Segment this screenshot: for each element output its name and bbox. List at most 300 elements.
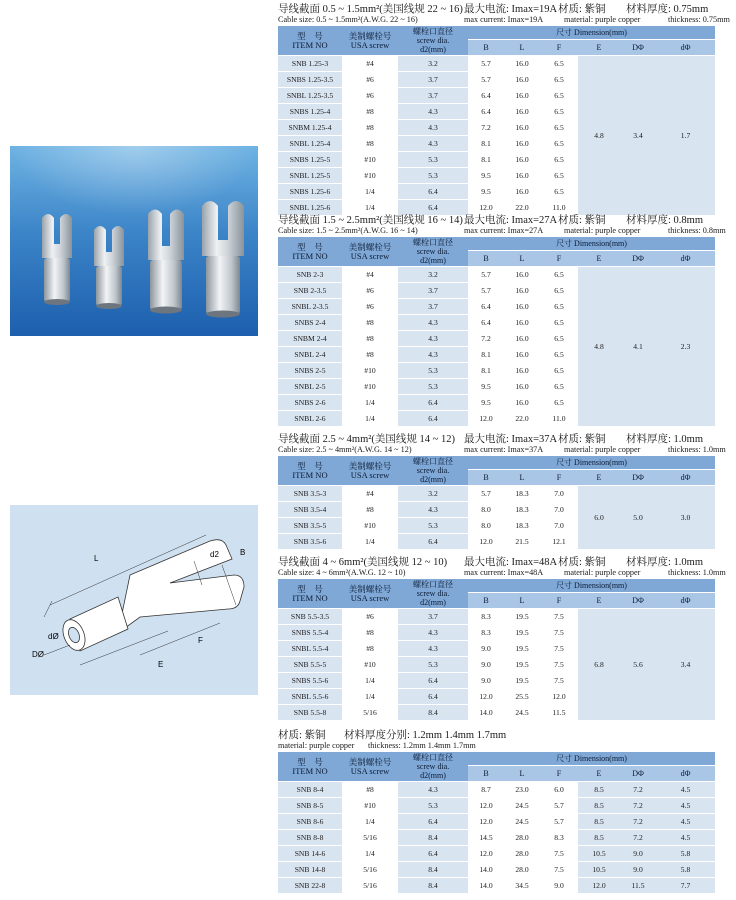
dim-D-cell: 5.6 <box>620 609 656 721</box>
dim-b-cell: 9.5 <box>468 184 504 200</box>
usa-screw-cell: #8 <box>342 782 398 798</box>
item-no-cell: SNBS 1.25-5 <box>278 152 342 168</box>
dim-D-cell: 3.4 <box>620 56 656 216</box>
usa-screw-cell: 1/4 <box>342 689 398 705</box>
dim-b-cell: 7.2 <box>468 331 504 347</box>
col-header-item-no: 型 号 ITEM NO <box>278 579 342 609</box>
section-header-text: 材料厚度: 1.0mm <box>626 557 704 568</box>
dim-f-cell: 6.5 <box>540 104 578 120</box>
dim-l-cell: 16.0 <box>504 283 540 299</box>
usa-screw-cell: #4 <box>342 267 398 283</box>
dim-D-cell: 4.1 <box>620 267 656 427</box>
dim-l-cell: 19.5 <box>504 609 540 625</box>
section-title-cn <box>278 215 715 226</box>
col-header-dim-0: B <box>468 766 504 782</box>
screw-dia-cell: 4.3 <box>398 120 468 136</box>
section-header-text: 材质: 紫铜 <box>558 557 606 568</box>
section-header-text: Cable size: 1.5 ~ 2.5mm²(A.W.G. 16 ~ 14) <box>278 226 418 235</box>
screw-dia-cell: 6.4 <box>398 200 468 216</box>
usa-screw-cell: #6 <box>342 299 398 315</box>
item-no-cell: SNBS 2-5 <box>278 363 342 379</box>
screw-dia-cell: 4.3 <box>398 502 468 518</box>
dim-l-cell: 18.3 <box>504 486 540 502</box>
usa-screw-cell: 5/16 <box>342 705 398 721</box>
dim-b-cell: 6.4 <box>468 88 504 104</box>
screw-dia-cell: 5.3 <box>398 379 468 395</box>
dim-f-cell: 6.5 <box>540 347 578 363</box>
usa-screw-cell: #10 <box>342 798 398 814</box>
dim-b-cell: 9.0 <box>468 641 504 657</box>
spec-table <box>278 236 715 426</box>
screw-dia-cell: 4.3 <box>398 136 468 152</box>
label-B: B <box>240 548 246 557</box>
dim-b-cell: 8.1 <box>468 363 504 379</box>
col-header-dim-1: L <box>504 766 540 782</box>
screw-dia-cell: 8.4 <box>398 862 468 878</box>
dim-b-cell: 14.5 <box>468 830 504 846</box>
item-no-cell: SNB 8-5 <box>278 798 342 814</box>
dim-l-cell: 16.0 <box>504 395 540 411</box>
section-header-text: 材质: 紫铜 <box>558 4 606 15</box>
spec-section <box>278 557 726 720</box>
dim-f-cell: 7.5 <box>540 657 578 673</box>
screw-dia-cell: 4.3 <box>398 641 468 657</box>
screw-dia-cell: 4.3 <box>398 315 468 331</box>
dim-b-cell: 5.7 <box>468 267 504 283</box>
dim-b-cell: 6.4 <box>468 104 504 120</box>
section-header-text: material: purple copper <box>564 226 641 235</box>
item-no-cell: SNB 5.5-3.5 <box>278 609 342 625</box>
col-header-usa-screw: 美制螺栓号 USA screw <box>342 752 398 782</box>
usa-screw-cell: #8 <box>342 104 398 120</box>
table-row <box>278 798 715 814</box>
section-header-text: max current: Imax=27A <box>464 226 544 235</box>
label-F: F <box>198 636 203 645</box>
dim-l-cell: 16.0 <box>504 168 540 184</box>
usa-screw-cell: 1/4 <box>342 534 398 550</box>
dim-d-cell: 4.5 <box>656 782 715 798</box>
dim-l-cell: 16.0 <box>504 136 540 152</box>
label-D: DØ <box>32 650 44 659</box>
dim-l-cell: 24.5 <box>504 814 540 830</box>
section-header-text: 导线截面 2.5 ~ 4mm²(美国线规 14 ~ 12) <box>278 434 455 445</box>
section-title-cn <box>278 4 715 15</box>
col-header-dim-4: DΦ <box>620 470 656 486</box>
item-no-cell: SNBS 2-4 <box>278 315 342 331</box>
dim-d-cell: 5.8 <box>656 862 715 878</box>
usa-screw-cell: #6 <box>342 283 398 299</box>
dim-e-cell: 12.0 <box>578 878 620 894</box>
screw-dia-cell: 4.3 <box>398 625 468 641</box>
dim-l-cell: 22.0 <box>504 200 540 216</box>
dim-l-cell: 34.5 <box>504 878 540 894</box>
col-header-dimension: 尺寸 Dimension(mm) <box>468 26 715 40</box>
dim-l-cell: 16.0 <box>504 299 540 315</box>
dim-e-cell: 10.5 <box>578 846 620 862</box>
dim-D-cell: 7.2 <box>620 814 656 830</box>
table-row <box>278 609 715 625</box>
dim-b-cell: 5.7 <box>468 283 504 299</box>
dim-l-cell: 16.0 <box>504 347 540 363</box>
col-header-usa-screw: 美制螺栓号 USA screw <box>342 237 398 267</box>
usa-screw-cell: 1/4 <box>342 200 398 216</box>
col-header-dim-4: DΦ <box>620 593 656 609</box>
item-no-cell: SNB 3.5-3 <box>278 486 342 502</box>
product-photo <box>10 146 258 336</box>
col-header-dim-3: E <box>578 470 620 486</box>
table-row <box>278 267 715 283</box>
section-header-text: 材质: 紫铜 <box>558 215 606 226</box>
screw-dia-cell: 6.4 <box>398 184 468 200</box>
usa-screw-cell: 1/4 <box>342 673 398 689</box>
dim-f-cell: 7.5 <box>540 641 578 657</box>
dim-f-cell: 6.5 <box>540 267 578 283</box>
dim-b-cell: 8.3 <box>468 625 504 641</box>
dim-d-cell: 2.3 <box>656 267 715 427</box>
item-no-cell: SNB 5.5-8 <box>278 705 342 721</box>
usa-screw-cell: #8 <box>342 136 398 152</box>
item-no-cell: SNBS 1.25-3.5 <box>278 72 342 88</box>
item-no-cell: SNBL 1.25-4 <box>278 136 342 152</box>
item-no-cell: SNB 2-3 <box>278 267 342 283</box>
item-no-cell: SNB 22-8 <box>278 878 342 894</box>
col-header-screw-dia: 螺栓口直径 screw dia. d2(mm) <box>398 579 468 609</box>
dim-b-cell: 8.7 <box>468 782 504 798</box>
dim-f-cell: 6.5 <box>540 184 578 200</box>
item-no-cell: SNBS 5.5-6 <box>278 673 342 689</box>
col-header-dim-1: L <box>504 40 540 56</box>
dim-f-cell: 7.0 <box>540 502 578 518</box>
dim-f-cell: 6.5 <box>540 299 578 315</box>
col-header-dim-0: B <box>468 40 504 56</box>
dim-d-cell: 4.5 <box>656 830 715 846</box>
dim-f-cell: 6.5 <box>540 88 578 104</box>
item-no-cell: SNBL 2-6 <box>278 411 342 427</box>
dim-l-cell: 16.0 <box>504 88 540 104</box>
section-header-text: 材料厚度分别: 1.2mm 1.4mm 1.7mm <box>344 730 507 741</box>
dim-b-cell: 9.5 <box>468 379 504 395</box>
dim-f-cell: 12.1 <box>540 534 578 550</box>
screw-dia-cell: 5.3 <box>398 363 468 379</box>
screw-dia-cell: 6.4 <box>398 673 468 689</box>
section-title-en <box>278 445 726 454</box>
label-d: dØ <box>48 632 59 641</box>
screw-dia-cell: 3.7 <box>398 609 468 625</box>
item-no-cell: SNBS 5.5-4 <box>278 625 342 641</box>
usa-screw-cell: #10 <box>342 518 398 534</box>
table-row <box>278 846 715 862</box>
usa-screw-cell: 1/4 <box>342 411 398 427</box>
dim-l-cell: 16.0 <box>504 379 540 395</box>
dim-f-cell: 6.5 <box>540 379 578 395</box>
item-no-cell: SNBM 1.25-4 <box>278 120 342 136</box>
section-header-text: thickness: 0.8mm <box>668 226 726 235</box>
dim-l-cell: 19.5 <box>504 657 540 673</box>
col-header-dim-1: L <box>504 593 540 609</box>
col-header-dim-5: dΦ <box>656 593 715 609</box>
section-title-en <box>278 15 730 24</box>
dim-f-cell: 6.5 <box>540 120 578 136</box>
item-no-cell: SNBS 2-6 <box>278 395 342 411</box>
dim-d-cell: 3.0 <box>656 486 715 550</box>
usa-screw-cell: #8 <box>342 641 398 657</box>
dim-D-cell: 7.2 <box>620 830 656 846</box>
col-header-dim-1: L <box>504 251 540 267</box>
dim-b-cell: 9.5 <box>468 395 504 411</box>
dim-e-cell: 6.0 <box>578 486 620 550</box>
usa-screw-cell: #8 <box>342 120 398 136</box>
col-header-item-no: 型 号 ITEM NO <box>278 752 342 782</box>
item-no-cell: SNBS 1.25-6 <box>278 184 342 200</box>
dim-b-cell: 6.4 <box>468 299 504 315</box>
dim-b-cell: 14.0 <box>468 705 504 721</box>
dim-b-cell: 8.1 <box>468 152 504 168</box>
dim-l-cell: 19.5 <box>504 673 540 689</box>
spec-table <box>278 751 715 893</box>
usa-screw-cell: #10 <box>342 152 398 168</box>
dim-b-cell: 12.0 <box>468 689 504 705</box>
screw-dia-cell: 6.4 <box>398 814 468 830</box>
dim-b-cell: 6.4 <box>468 315 504 331</box>
dim-l-cell: 21.5 <box>504 534 540 550</box>
dim-d-cell: 7.7 <box>656 878 715 894</box>
usa-screw-cell: #8 <box>342 502 398 518</box>
spec-section <box>278 215 726 426</box>
screw-dia-cell: 6.4 <box>398 411 468 427</box>
screw-dia-cell: 3.2 <box>398 56 468 72</box>
item-no-cell: SNB 8-8 <box>278 830 342 846</box>
section-header-text: max current: Imax=37A <box>464 445 544 454</box>
dim-b-cell: 9.5 <box>468 168 504 184</box>
section-header-text: material: purple copper <box>278 741 355 750</box>
usa-screw-cell: 5/16 <box>342 830 398 846</box>
item-no-cell: SNB 2-3.5 <box>278 283 342 299</box>
section-header-text: 材质: 紫铜 <box>278 730 326 741</box>
usa-screw-cell: #6 <box>342 609 398 625</box>
dim-l-cell: 16.0 <box>504 152 540 168</box>
item-no-cell: SNB 1.25-3 <box>278 56 342 72</box>
col-header-item-no: 型 号 ITEM NO <box>278 237 342 267</box>
item-no-cell: SNBL 1.25-5 <box>278 168 342 184</box>
item-no-cell: SNB 5.5-5 <box>278 657 342 673</box>
col-header-screw-dia: 螺栓口直径 screw dia. d2(mm) <box>398 237 468 267</box>
item-no-cell: SNB 14-8 <box>278 862 342 878</box>
dim-f-cell: 11.5 <box>540 705 578 721</box>
dim-D-cell: 7.2 <box>620 782 656 798</box>
table-row <box>278 878 715 894</box>
col-header-dim-4: DΦ <box>620 766 656 782</box>
item-no-cell: SNBL 1.25-3.5 <box>278 88 342 104</box>
item-no-cell: SNBL 2-4 <box>278 347 342 363</box>
dim-d-cell: 1.7 <box>656 56 715 216</box>
dim-f-cell: 7.5 <box>540 609 578 625</box>
section-header-text: material: purple copper <box>564 568 641 577</box>
dim-b-cell: 14.0 <box>468 862 504 878</box>
item-no-cell: SNBL 5.5-6 <box>278 689 342 705</box>
screw-dia-cell: 5.3 <box>398 152 468 168</box>
dim-f-cell: 6.5 <box>540 168 578 184</box>
screw-dia-cell: 8.4 <box>398 830 468 846</box>
item-no-cell: SNBM 2-4 <box>278 331 342 347</box>
label-E: E <box>158 660 164 669</box>
section-header-text: 最大电流: Imax=48A <box>464 557 558 568</box>
section-header-text: Cable size: 2.5 ~ 4mm²(A.W.G. 14 ~ 12) <box>278 445 412 454</box>
section-header-text: 导线截面 1.5 ~ 2.5mm²(美国线规 16 ~ 14) <box>278 215 463 226</box>
dim-f-cell: 6.5 <box>540 363 578 379</box>
table-row <box>278 782 715 798</box>
dim-l-cell: 16.0 <box>504 56 540 72</box>
dim-b-cell: 12.0 <box>468 798 504 814</box>
col-header-screw-dia: 螺栓口直径 screw dia. d2(mm) <box>398 456 468 486</box>
label-d2: d2 <box>210 550 219 559</box>
screw-dia-cell: 5.3 <box>398 518 468 534</box>
dim-b-cell: 14.0 <box>468 878 504 894</box>
col-header-dim-5: dΦ <box>656 766 715 782</box>
section-title-cn <box>278 730 715 741</box>
dimension-drawing <box>10 505 258 695</box>
col-header-dim-0: B <box>468 470 504 486</box>
section-header-text: 材料厚度: 1.0mm <box>626 434 704 445</box>
section-title-en <box>278 226 726 235</box>
col-header-screw-dia: 螺栓口直径 screw dia. d2(mm) <box>398 26 468 56</box>
usa-screw-cell: #10 <box>342 657 398 673</box>
dim-e-cell: 8.5 <box>578 798 620 814</box>
table-row <box>278 830 715 846</box>
section-title-en <box>278 568 726 577</box>
dim-l-cell: 16.0 <box>504 331 540 347</box>
dim-b-cell: 8.3 <box>468 609 504 625</box>
item-no-cell: SNBL 1.25-6 <box>278 200 342 216</box>
dim-l-cell: 24.5 <box>504 798 540 814</box>
dim-f-cell: 5.7 <box>540 798 578 814</box>
spec-section <box>278 730 715 893</box>
col-header-dim-5: dΦ <box>656 40 715 56</box>
col-header-usa-screw: 美制螺栓号 USA screw <box>342 26 398 56</box>
screw-dia-cell: 3.7 <box>398 88 468 104</box>
section-header-text: 最大电流: Imax=19A <box>464 4 558 15</box>
label-L: L <box>94 554 99 563</box>
dim-e-cell: 8.5 <box>578 830 620 846</box>
screw-dia-cell: 5.3 <box>398 657 468 673</box>
usa-screw-cell: 1/4 <box>342 846 398 862</box>
usa-screw-cell: 1/4 <box>342 814 398 830</box>
dim-f-cell: 11.0 <box>540 200 578 216</box>
dim-l-cell: 18.3 <box>504 518 540 534</box>
dim-f-cell: 6.5 <box>540 72 578 88</box>
dim-b-cell: 12.0 <box>468 200 504 216</box>
dim-l-cell: 28.0 <box>504 862 540 878</box>
col-header-usa-screw: 美制螺栓号 USA screw <box>342 579 398 609</box>
screw-dia-cell: 3.7 <box>398 283 468 299</box>
dim-b-cell: 9.0 <box>468 673 504 689</box>
dim-b-cell: 9.0 <box>468 657 504 673</box>
dim-f-cell: 6.5 <box>540 283 578 299</box>
dim-D-cell: 11.5 <box>620 878 656 894</box>
spec-table <box>278 25 715 215</box>
screw-dia-cell: 6.4 <box>398 534 468 550</box>
screw-dia-cell: 6.4 <box>398 395 468 411</box>
section-header-text: material: purple copper <box>564 445 641 454</box>
item-no-cell: SNBL 2-3.5 <box>278 299 342 315</box>
dim-D-cell: 9.0 <box>620 862 656 878</box>
dim-b-cell: 5.7 <box>468 486 504 502</box>
dim-f-cell: 8.3 <box>540 830 578 846</box>
dim-f-cell: 7.5 <box>540 846 578 862</box>
section-header-text: thickness: 1.0mm <box>668 568 726 577</box>
dim-l-cell: 28.0 <box>504 830 540 846</box>
section-header-text: 材料厚度: 0.75mm <box>626 4 709 15</box>
screw-dia-cell: 5.3 <box>398 168 468 184</box>
usa-screw-cell: #8 <box>342 347 398 363</box>
dim-e-cell: 6.8 <box>578 609 620 721</box>
section-header-text: 最大电流: Imax=37A <box>464 434 558 445</box>
dim-l-cell: 16.0 <box>504 267 540 283</box>
usa-screw-cell: #8 <box>342 331 398 347</box>
item-no-cell: SNB 3.5-6 <box>278 534 342 550</box>
dim-f-cell: 6.5 <box>540 56 578 72</box>
dim-e-cell: 8.5 <box>578 814 620 830</box>
dim-l-cell: 25.5 <box>504 689 540 705</box>
dim-l-cell: 16.0 <box>504 104 540 120</box>
dim-b-cell: 8.1 <box>468 136 504 152</box>
dim-l-cell: 16.0 <box>504 72 540 88</box>
dim-f-cell: 6.5 <box>540 395 578 411</box>
spec-section <box>278 434 726 549</box>
dim-e-cell: 4.8 <box>578 267 620 427</box>
col-header-dimension: 尺寸 Dimension(mm) <box>468 456 715 470</box>
dim-l-cell: 16.0 <box>504 120 540 136</box>
section-header-text: 导线截面 0.5 ~ 1.5mm²(美国线规 22 ~ 16) <box>278 4 463 15</box>
usa-screw-cell: 5/16 <box>342 878 398 894</box>
screw-dia-cell: 5.3 <box>398 798 468 814</box>
section-header-text: thickness: 1.2mm 1.4mm 1.7mm <box>368 741 476 750</box>
col-header-dim-3: E <box>578 40 620 56</box>
dim-D-cell: 5.0 <box>620 486 656 550</box>
dim-D-cell: 7.2 <box>620 798 656 814</box>
dim-e-cell: 4.8 <box>578 56 620 216</box>
dim-b-cell: 8.1 <box>468 347 504 363</box>
dim-b-cell: 8.0 <box>468 518 504 534</box>
col-header-dim-0: B <box>468 251 504 267</box>
section-title-cn <box>278 434 715 445</box>
screw-dia-cell: 4.3 <box>398 782 468 798</box>
item-no-cell: SNBL 5.5-4 <box>278 641 342 657</box>
section-header-text: 导线截面 4 ~ 6mm²(美国线规 12 ~ 10) <box>278 557 448 568</box>
usa-screw-cell: #8 <box>342 625 398 641</box>
dim-b-cell: 5.7 <box>468 56 504 72</box>
usa-screw-cell: 1/4 <box>342 184 398 200</box>
dim-f-cell: 6.5 <box>540 136 578 152</box>
screw-dia-cell: 8.4 <box>398 705 468 721</box>
section-header-text: 材料厚度: 0.8mm <box>626 215 704 226</box>
dim-f-cell: 7.0 <box>540 486 578 502</box>
col-header-dim-4: DΦ <box>620 40 656 56</box>
section-title-cn <box>278 557 715 568</box>
col-header-dim-2: F <box>540 40 578 56</box>
item-no-cell: SNBS 1.25-4 <box>278 104 342 120</box>
dim-l-cell: 16.0 <box>504 315 540 331</box>
dim-l-cell: 19.5 <box>504 641 540 657</box>
dim-e-cell: 8.5 <box>578 782 620 798</box>
screw-dia-cell: 3.7 <box>398 299 468 315</box>
dim-f-cell: 11.0 <box>540 411 578 427</box>
screw-dia-cell: 6.4 <box>398 846 468 862</box>
col-header-dim-2: F <box>540 766 578 782</box>
section-header-text: max current: Imax=19A <box>464 15 544 24</box>
screw-dia-cell: 4.3 <box>398 331 468 347</box>
item-no-cell: SNB 8-4 <box>278 782 342 798</box>
col-header-dimension: 尺寸 Dimension(mm) <box>468 579 715 593</box>
